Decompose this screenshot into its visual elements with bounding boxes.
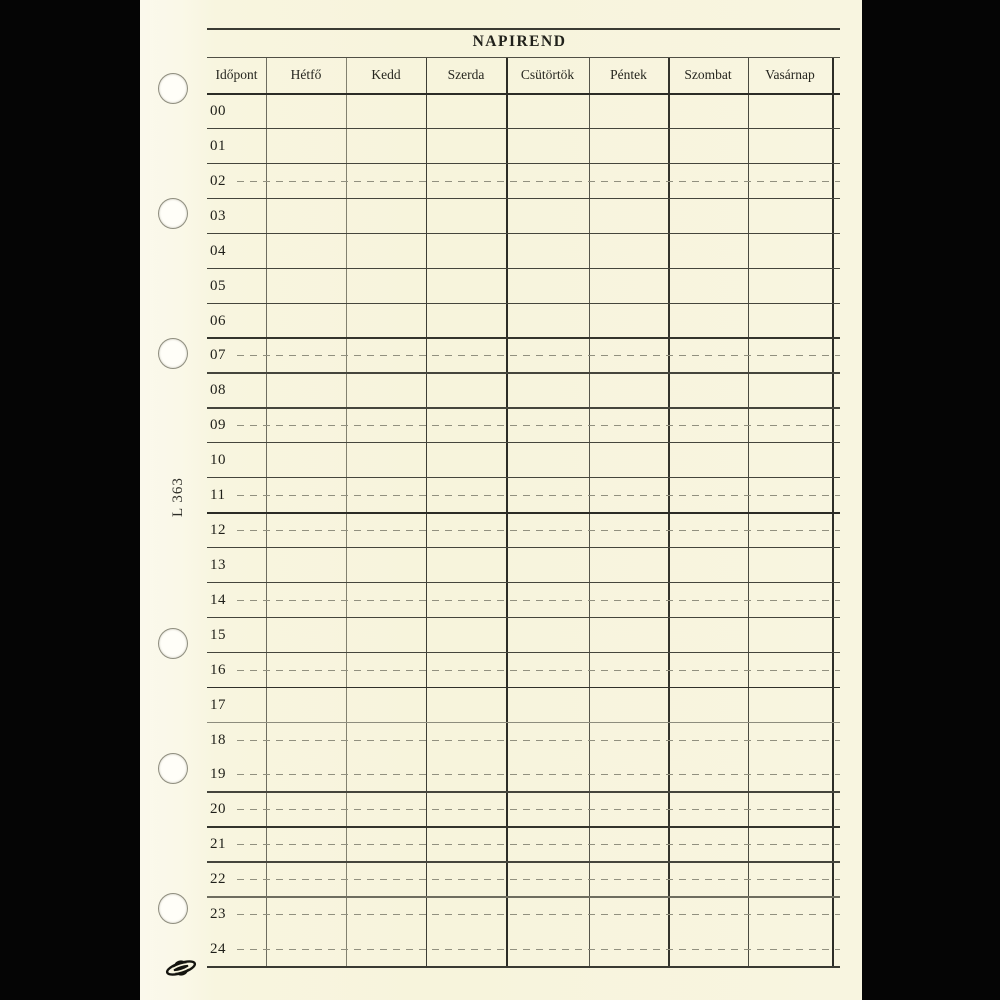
hour-label: 23 <box>210 906 226 923</box>
column-header-day: Kedd <box>371 67 401 82</box>
hour-label: 19 <box>210 766 226 783</box>
half-hour-dash-line <box>237 949 840 950</box>
hour-label: 11 <box>210 487 226 504</box>
saturnus-logo-icon <box>165 954 197 982</box>
hour-label: 15 <box>210 626 226 643</box>
hour-row-line <box>207 198 840 199</box>
hour-row-line <box>207 547 840 548</box>
column-header-day: Szerda <box>447 67 485 82</box>
punch-hole <box>158 198 188 229</box>
hour-row-line <box>207 582 840 583</box>
half-hour-dash-line <box>237 809 840 810</box>
punch-hole <box>158 73 188 104</box>
page-code: L 363 <box>170 477 186 517</box>
half-hour-dash-line <box>237 495 840 496</box>
hour-label: 00 <box>210 103 226 119</box>
column-header-day: Vasárnap <box>765 67 815 82</box>
hour-label: 08 <box>210 382 226 399</box>
title-underline <box>207 57 840 58</box>
hour-row-line <box>207 128 840 129</box>
column-header-day: Hétfő <box>290 67 322 82</box>
hour-row-line <box>207 268 840 269</box>
hour-row-line <box>207 163 840 164</box>
half-hour-dash-line <box>237 914 840 915</box>
half-hour-dash-line <box>237 844 840 845</box>
hour-row-line <box>207 442 840 443</box>
hour-label: 12 <box>210 522 226 539</box>
hour-row-line <box>207 791 840 792</box>
hour-label: 24 <box>210 941 226 958</box>
hour-row-line <box>207 966 840 968</box>
hour-label: 20 <box>210 801 226 818</box>
hour-label: 18 <box>210 731 226 748</box>
hour-label: 22 <box>210 871 226 888</box>
hour-label: 01 <box>210 137 226 154</box>
hour-label: 06 <box>210 312 226 329</box>
table-title: NAPIREND <box>472 33 567 50</box>
hour-row-line <box>207 372 840 373</box>
hour-row-line <box>207 826 840 828</box>
hour-label: 04 <box>210 242 226 259</box>
hour-row-line <box>207 477 840 478</box>
hour-label: 21 <box>210 836 226 853</box>
half-hour-dash-line <box>237 181 840 182</box>
punch-hole <box>158 753 188 784</box>
hour-label: 05 <box>210 277 226 294</box>
column-header-day: Csütörtök <box>520 67 575 82</box>
hour-row-line <box>207 512 840 514</box>
hour-label: 02 <box>210 172 226 189</box>
column-header-day: Péntek <box>610 67 647 82</box>
hour-row-line <box>207 896 840 898</box>
punch-hole <box>158 628 188 659</box>
half-hour-dash-line <box>237 600 840 601</box>
punch-hole <box>158 893 188 924</box>
hour-label: 16 <box>210 661 226 678</box>
hour-label: 14 <box>210 591 226 608</box>
hour-label: 17 <box>210 696 226 713</box>
hour-row-line <box>207 337 840 339</box>
half-hour-dash-line <box>237 530 840 531</box>
column-header-time: Időpont <box>215 67 258 82</box>
table-top-line <box>207 28 840 30</box>
hour-label: 03 <box>210 207 226 224</box>
schedule-table <box>207 28 840 968</box>
half-hour-dash-line <box>237 740 840 741</box>
hour-row-line <box>207 652 840 653</box>
hour-row-line <box>207 687 840 689</box>
header-underline <box>207 93 840 95</box>
half-hour-dash-line <box>237 879 840 880</box>
half-hour-dash-line <box>237 774 840 775</box>
half-hour-dash-line <box>237 670 840 671</box>
hour-row-line <box>207 303 840 304</box>
hour-row-line <box>207 722 840 723</box>
half-hour-dash-line <box>237 425 840 426</box>
hour-label: 10 <box>210 452 226 469</box>
punch-hole <box>158 338 188 369</box>
column-header-day: Szombat <box>684 67 732 82</box>
hour-label: 13 <box>210 556 226 573</box>
hour-label: 07 <box>210 347 226 364</box>
hour-row-line <box>207 861 840 862</box>
hour-row-line <box>207 407 840 408</box>
hour-row-line <box>207 617 840 618</box>
hour-row-line <box>207 233 840 234</box>
hour-label: 09 <box>210 417 226 434</box>
half-hour-dash-line <box>237 355 840 356</box>
